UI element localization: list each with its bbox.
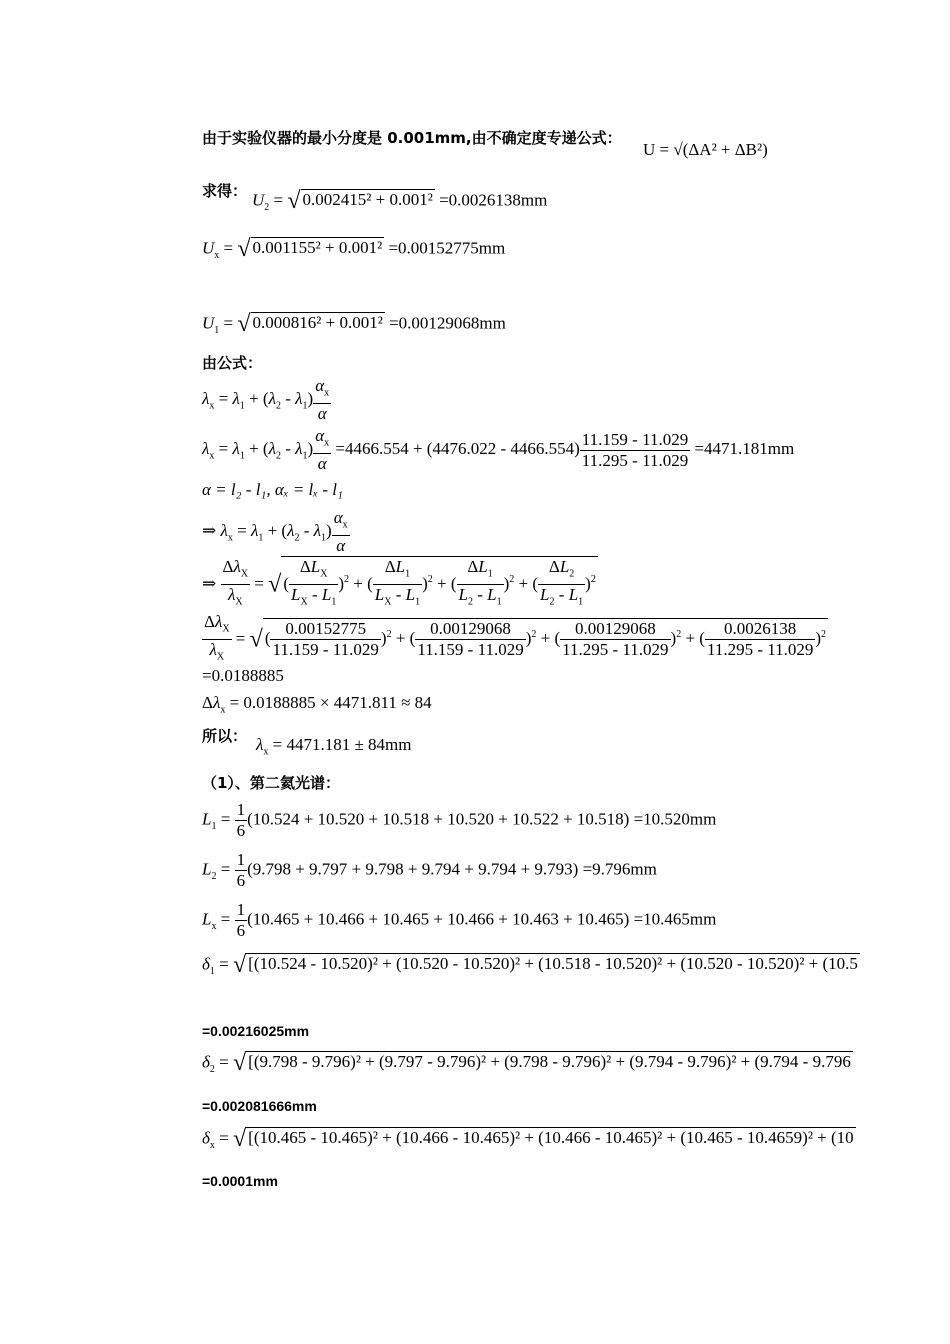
ux-equation: $U_x$ = √ 0.001155² + 0.001² =0.00152775mm [202,236,506,262]
l1-equation: $L_1$ = $\frac{1}{6}$ (10.524 + 10.520 + 10.518 + 10.520 + 10.522 + 10.518) =10.520mm [202,800,717,840]
lambda-calculation: $\lambda_x = \lambda_1 + (\lambda_2 - \lambda_1)$ $\frac{\alpha_x}{\alpha}$ =4466.554 + (4476.022 - 4466.554) $\frac{11.159 - 11.029}{11.295 - 11.029}$ =4471.181mm [202,426,795,474]
lambda-frac-num: 11.159 - 11.029 [581,429,689,449]
lx-equation: $L_x$ = $\frac{1}{6}$ (10.465 + 10.466 + 10.465 + 10.466 + 10.463 + 10.465) =10.465mm [202,900,717,940]
section-heading: （1）、第二氦光谱： [202,774,340,792]
deltax-equation: $\delta_x$ = √ [(10.465 - 10.465)² + (10.466 - 10.465)² + (10.466 - 10.465)² + (10.465 - 10.4659)² + (10 [202,1126,854,1152]
implies-lambda: ⇒ $\lambda_x = \lambda_1 + (\lambda_2 - \lambda_1)$ $\frac{\alpha_x}{\alpha}$ [202,508,348,556]
u2-result: =0.0026138mm [439,190,548,210]
absolute-error: $\Delta\lambda_x = 0.0188885 \times 4471.811 \approx 84$ [202,693,432,716]
u1-equation: $U_1$ = √ 0.000816² + 0.001² =0.00129068mm [202,311,506,337]
delta1-equation: $\delta_1$ = √ [(10.524 - 10.520)² + (10.520 - 10.520)² + (10.518 - 10.520)² + (10.520 - 10.520)² + (10.5 [202,952,858,978]
u1-radicand: 0.000816² + 0.001² [252,313,383,333]
therefore-label: 所以： [202,727,248,745]
final-result: $\lambda_x = 4471.181 \pm 84mm$ [256,735,412,758]
uncertainty-formula: U = √(ΔA² + ΔB²) [643,140,768,159]
ux-result: =0.00152775mm [388,238,506,258]
obtain-label: 求得： [202,182,248,200]
delta2-result: =0.002081666mm [202,1098,317,1114]
u2-equation: $U_2$ = √ 0.002415² + 0.001² =0.0026138mm [252,188,548,214]
delta2-equation: $\delta_2$ = √ [(9.798 - 9.796)² + (9.797 - 9.796)² + (9.798 - 9.796)² + (9.794 - 9.796)² + (9.794 - 9.796 [202,1050,851,1076]
ux-radicand: 0.001155² + 0.001² [252,238,383,258]
lambda-result: =4471.181mm [694,439,795,459]
relative-error-formula: ⇒ $\frac{\Delta\lambda_X}{\lambda_X}$ = √ ( $\frac{\Delta L_X}{L_X - L_1}$ )$^2$ + ( $\frac{\Delta L_1}{L_X - L_1}$ )$^2$ + ( $\frac{\Delta L_1}{L_2 - L_1}$ )$^2$ + ( $\frac{\Delta L_2}{L_2 - L_1}$ )$^2$ [202,556,598,613]
delta1-result: =0.00216025mm [202,1023,310,1039]
u2-radicand: 0.002415² + 0.001² [302,190,433,210]
alpha-definition: α = l₂ - l₁, αₓ = lₓ - l₁ [202,480,343,499]
lambda-formula: $\lambda_x = \lambda_1 + (\lambda_2 - \lambda_1)$ $\frac{\alpha_x}{\alpha}$ [202,376,330,424]
by-formula-label: 由公式： [202,354,263,372]
l2-equation: $L_2$ = $\frac{1}{6}$ (9.798 + 9.797 + 9.798 + 9.794 + 9.794 + 9.793) =9.796mm [202,850,657,890]
deltax-result: =0.0001mm [202,1173,278,1189]
relative-error-calc: $\frac{\Delta\lambda_X}{\lambda_X}$ = √ ( $\frac{0.00152775}{11.159 - 11.029}$ )$^2$ + ( $\frac{0.00129068}{11.159 - 11.029}$ )$^2$ + ( $\frac{0.00129068}{11.295 - 11.029}$ )$^2$ + ( $\frac{0.0026138}{11.295 - 11.029}$ )$^2$ [204,612,827,663]
lambda-substitution: =4466.554 + (4476.022 - 4466.554) [335,439,580,459]
lambda-frac-den: 11.295 - 11.029 [581,450,689,470]
u1-result: =0.00129068mm [389,313,506,333]
intro-text: 由于实验仪器的最小分度是 0.001mm,由不确定度专递公式： [202,129,622,147]
relative-error-result: =0.0188885 [202,666,284,685]
